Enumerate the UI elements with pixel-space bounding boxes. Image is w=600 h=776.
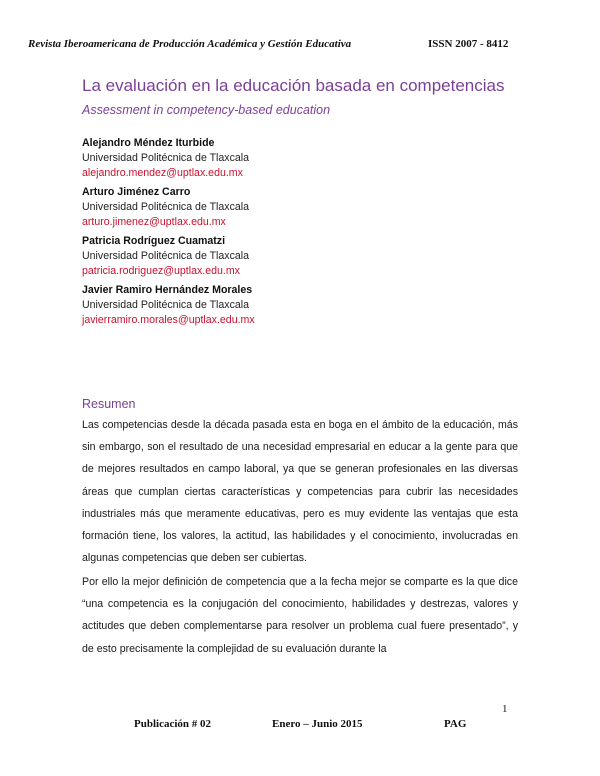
author-name: Javier Ramiro Hernández Morales: [82, 284, 253, 296]
footer-pag: PAG: [444, 718, 467, 730]
abstract-heading: Resumen: [82, 397, 136, 411]
journal-name: Revista Iberoamericana de Producción Académica y Gestión Educativa: [28, 38, 352, 50]
author-email[interactable]: alejandro.mendez@uptlax.edu.mx: [82, 167, 243, 179]
article-subtitle: Assessment in competency-based education: [82, 103, 331, 117]
author-institution: Universidad Politécnica de Tlaxcala: [82, 152, 250, 164]
abstract-paragraph: Las competencias desde la década pasada esta en boga en el ámbito de la educación, más sin embargo, son el resultado de una necesidad empresarial en educar a la gente para que de mejores resultados en campo laboral, ya que se generan profesionales en las diversas áreas que cumplan ciertas características y competencias para cubrir las necesidades industriales más que meramente educativas, pero es muy evidente las ventajas que esta formación tiene, los valores, la actitud, las habilidades y el conocimiento, involucradas en algunas competencias que deben ser cubiertas.: [82, 419, 518, 565]
author-name: Patricia Rodríguez Cuamatzi: [82, 235, 226, 247]
author-block: [82, 185, 249, 230]
article-title: La evaluación en la educación basada en competencias: [82, 76, 505, 95]
author-name: Alejandro Méndez Iturbide: [82, 137, 215, 149]
author-block: [82, 234, 249, 279]
page-number: 1: [502, 703, 508, 715]
author-email[interactable]: arturo.jimenez@uptlax.edu.mx: [82, 216, 226, 228]
author-block: [82, 136, 249, 181]
author-institution: Universidad Politécnica de Tlaxcala: [82, 201, 250, 213]
author-email[interactable]: patricia.rodriguez@uptlax.edu.mx: [82, 265, 240, 277]
footer-publication: Publicación # 02: [134, 718, 212, 730]
issn: ISSN 2007 - 8412: [428, 38, 509, 50]
footer-date: Enero – Junio 2015: [272, 718, 363, 730]
author-institution: Universidad Politécnica de Tlaxcala: [82, 299, 250, 311]
author-block: [82, 283, 255, 328]
author-name: Arturo Jiménez Carro: [82, 186, 191, 198]
author-institution: Universidad Politécnica de Tlaxcala: [82, 250, 250, 262]
author-email[interactable]: javierramiro.morales@uptlax.edu.mx: [82, 314, 255, 326]
abstract-paragraph: Por ello la mejor definición de competencia que a la fecha mejor se comparte es la que dice “una competencia es la conjugación del conocimiento, habilidades y destrezas, valores y actitudes que deben complementarse para resolver un problema cual fuere presentado”, y de esto precisamente la complejidad de su evaluación durante la: [82, 576, 518, 655]
journal-header: [28, 38, 573, 50]
